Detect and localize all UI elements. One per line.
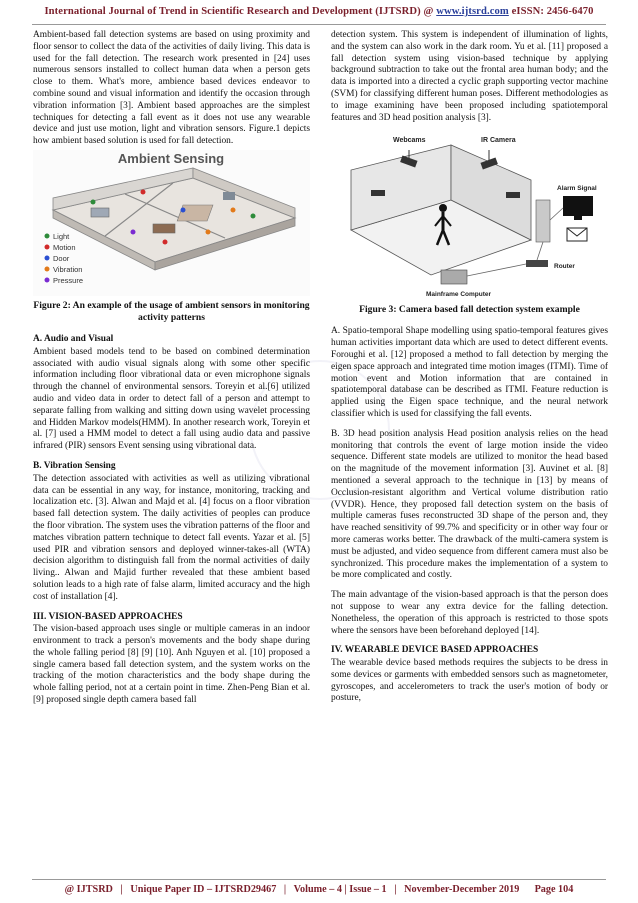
section-iii-heading: III. VISION-BASED APPROACHES [33, 611, 183, 622]
fig-title: Ambient Sensing [117, 150, 225, 166]
footer-rule [32, 879, 606, 880]
section-b-paragraph: The detection associated with activities as well as utilizing vibrational data can be essential in any way, for instance, monitoring, tracking and localization etc. [3]. Alwan and Majd et al. [4] focus on a floor vibration based fall detection system. The daily activities of peoples can produce the floor vibration. The system uses the vibration patterns of the floor and matches vibration pattern technique to detect fall events. Yazar et al. [5] used PIR and vibration sensors and deployed winner-takes-all (WTA) decision algorithm to distinguish fall from the normal activities of daily living.. Alwan and Majid further revealed that these ambient based solution leads to a high rate of false alarm, limited accuracy and the high cost of installation [4]. [33, 473, 310, 602]
legend-door: Door [53, 253, 70, 263]
section-iv-heading: IV. WEARABLE DEVICE BASED APPROACHES [331, 645, 539, 656]
header-text: International Journal of Trend in Scientific Research and Development (IJTSRD) @ [44, 6, 437, 17]
header-rule [32, 24, 606, 25]
vision-advantage-paragraph: The main advantage of the vision-based approach is that the person does not suppose to wear any extra device for the falling detection. Nonetheless, the operation of this approach is restricted to those spots where the sensors have been beforehand deployed [14]. [331, 590, 608, 636]
ambient-house-illustration [33, 150, 310, 296]
journal-link[interactable]: www.ijtsrd.com [436, 6, 509, 17]
header-issn: eISSN: 2456-6470 [508, 6, 594, 17]
section-a-heading: A. Audio and Visual [33, 333, 114, 344]
section-iv-paragraph: The wearable device based methods requires the subjects to be dress in some devices or garments with embedded sensors such as magnetometer, gyroscopes, and accelerometers to track the user's motion of body or posture, [331, 658, 608, 704]
label-webcams: Webcams [393, 137, 426, 145]
section-b-heading: B. Vibration Sensing [33, 460, 116, 471]
ambient-sensing-figure [33, 150, 310, 296]
spatio-temporal-paragraph: A. Spatio-temporal Shape modelling using spatio-temporal features gives human activities important data which are used to detect different events. Foroughi et al. [12] proposed a method to fall detection by merging the eigen space approach and integrated time motion images (ITMI). Time of motion event and Motion information that are contained in spatiotemporal database can be described as ITMI. Feature reduction is applied using the Eigen space technique, and the neural network classifier which is used for classifying the fall events. [331, 326, 608, 419]
page-footer: @ IJTSRD | Unique Paper ID – IJTSRD29467 | Volume – 4 | Issue – 1 | November-December 2019 Page 104 [64, 884, 574, 895]
label-ir-camera: IR Camera [481, 137, 516, 145]
intro-paragraph: Ambient-based fall detection systems are based on using proximity and floor sensor to collect the data of the activities of daily living. This data is used for the fall detection. The research work presented in [24] uses numerous sensors installed to collect human data when a person gets close to them. What's more, ambience based devices endeavor to combine sound and visual information and identify the occasion through vibration information [3]. Ambient based approaches are the simplest techniques for detecting a fall event as it does not use any wearable device and just use motion, light and vibration sensors. Figure.1 depicts how ambient based solution is used for fall detection. [33, 30, 310, 147]
label-router: Router [554, 263, 575, 271]
running-header [0, 6, 638, 17]
left-column [33, 30, 310, 715]
label-alarm-signal: Alarm Signal [557, 185, 597, 193]
figure3-caption: Figure 3: Camera based fall detection system example [359, 304, 580, 316]
legend-motion: Motion [53, 242, 76, 252]
section-iii-paragraph: The vision-based approach uses single or multiple cameras in an indoor environment to track a person's movements and the body shape during the whole falling period [8] [9] [10]. Anh Nguyen et al. [10] proposed a single camera based fall detection system, and the system works on the tracking of the motion characteristics and the body shape during the whole falling period, not at a certain point in time. Zhen-Peng Bian et al. [9] proposed single depth camera based fall [33, 624, 310, 706]
vision-continuation-paragraph: detection system. This system is independent of illumination of lights, and the system can also work in the dark room. Yu et al. [11] proposed a fall detection system using vision-based technique by applying background subtraction to take out the frontal area human body; and the data is imported into a directed a cyclic graph supporting vector machine (SVM) for classifying different human poses. Different methodologies as to image examining have been proposed including spatiotemporal features and 3D head position analysis [3]. [331, 30, 608, 123]
figure2-caption: Figure 2: An example of the usage of ambient sensors in monitoring activity patterns [33, 299, 310, 323]
section-a-paragraph: Ambient based models tend to be based on combined determination associated with audio visual signals along with some other specific information including floor vibrational data or even microphone signals through the channel of environmental sensors. Toreyin et al.[6] utilized audio and video data in order to detect fall of a person and attempt to separate falling from walking and sitting down using wavelet processing and Hidden Markov models(HMM). In another research work, Toreyin et al. [7] used a HMM model to detect a fall using audio data and passive infrared (PIR) sensors Event sensing using vibrational data. [33, 346, 310, 452]
right-column [331, 30, 608, 713]
legend-pressure: Pressure [53, 275, 84, 285]
legend-light: Light [53, 231, 70, 241]
legend-vibration: Vibration [53, 264, 83, 274]
label-mainframe: Mainframe Computer [426, 291, 492, 299]
head-position-paragraph: B. 3D head position analysis Head position analysis relies on the head monitoring that controls the event of large motion inside the video sequence. Different state models are utilized to monitor the head based on the magnitude of the movement information [3]. Auvinet et al. [8] mentioned a several approach to the technique in [13] by means of Occlusion-resistant algorithm and Vertical volume distribution ratio (VVDR). Hence, they proposed fall detection system on the basis of multiple cameras fuses reconstructed 3D shape of the person and, they have reached sensitivity of 99.7% and specificity or in other way four or more cameras works better. The drawback of the multi-camera system is must be adjusted, and video sequence from different camera must also be synchronized. This procedure makes the implementation of a system to be more complicated and costly. [331, 428, 608, 581]
camera-setup-illustration [331, 130, 608, 300]
camera-system-figure [331, 130, 608, 300]
